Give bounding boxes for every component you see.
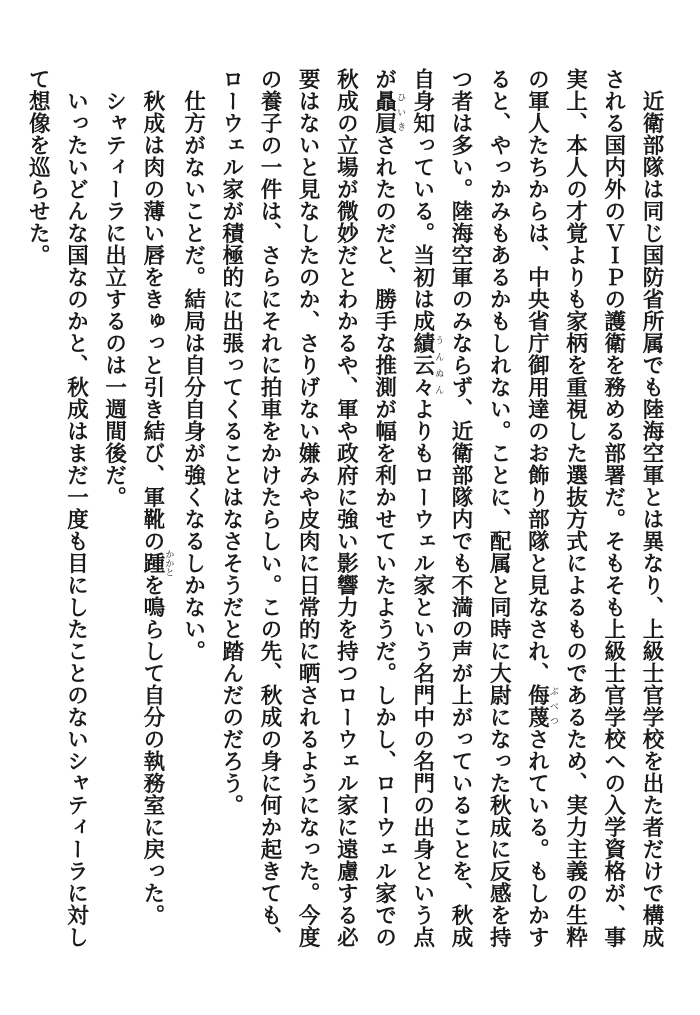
ruby-reading: ひいき — [395, 90, 406, 134]
paragraph — [94, 68, 132, 968]
ruby-base: 踵 — [139, 549, 165, 576]
text-run: されている。もしかすると、やっかみもあるかもしれない。ことに、配属と同時に大尉になった秋成に反感を持つ者は多い。陸海空軍のみならず、近衛部隊内でも不満の声が上がっていることを、秋成自身知っている。当初は成 — [409, 68, 550, 948]
furigana-word — [524, 684, 558, 728]
furigana-word — [139, 549, 174, 576]
text-run: シャティーラに出立するのは一週間後だ。 — [101, 89, 127, 508]
text-run: 秋成は肉の薄い唇をきゅっと引き結び、軍靴の — [139, 89, 165, 552]
text-run: よりもローウェル家という名門中の名門の出身という点が — [371, 68, 435, 948]
paragraph — [18, 68, 94, 968]
furigana-word — [371, 90, 406, 134]
text-run: を鳴らして自分の執務室に戻った。 — [139, 573, 165, 926]
ruby-base: 贔屓 — [371, 90, 397, 134]
paragraph — [133, 68, 174, 968]
paragraph — [173, 68, 211, 968]
paragraph — [212, 68, 670, 968]
furigana-word — [409, 332, 444, 398]
ruby-reading: ぶべつ — [547, 684, 558, 728]
vertical-text-body — [18, 68, 670, 968]
text-run: 近衛部隊は同じ国防省所属でも陸海空軍とは異なり、上級士官学校を出た者だけで構成される国内外のＶＩＰの護衛を務める部署だ。そもそも上級士官学校への入学資格が、事実上、本人の才覚よりも家柄を重視した選抜方式によるものであるため、実力主義の生粋の軍人たちからは、中央省庁御用達のお飾り部隊と見なされ、 — [524, 68, 664, 948]
text-run: いったいどんな国なのかと、秋成はまだ一度も目にしたことのないシャティーラに対して想像を巡らせた。 — [25, 68, 89, 948]
ruby-reading: うんぬん — [433, 332, 444, 398]
text-run: 仕方がないことだ。結局は自分自身が強くなるしかない。 — [180, 89, 206, 662]
ruby-base: 績云々 — [409, 332, 435, 398]
ruby-reading: かかと — [163, 549, 174, 576]
ruby-base: 侮蔑 — [524, 684, 550, 728]
text-run: されたのだと、勝手な推測が幅を利かせていたようだ。しかし、ローウェル家での秋成の立場が微妙だとわかるや、軍や政府に強い影響力を持つローウェル家に遠慮する必要はないと見なしたのか、さりげない嫌みや皮肉に日常的に晒されるようになった。今度の養子の一件は、さらにそれに拍車をかけたらしい。この先、秋成の身に何か起きても、ローウェル家が積極的に出張ってくることはなさそうだと踏んだのだろう。 — [218, 68, 397, 948]
